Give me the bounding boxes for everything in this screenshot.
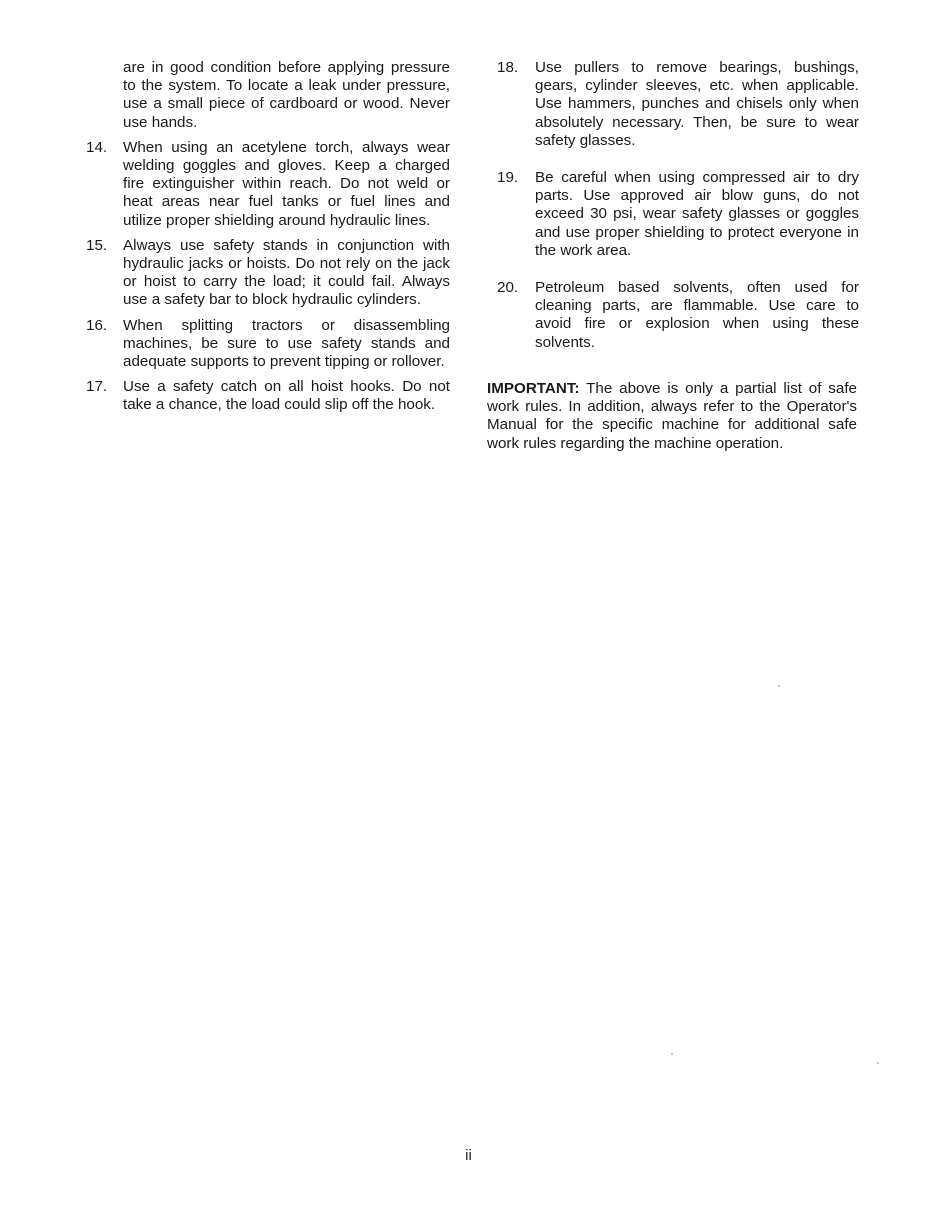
item-text: When using an acetylene torch, always wear welding goggles and gloves. Keep a charged fire extinguisher within reach. Do not weld or heat areas near fuel tanks or fuel lines and utilize proper shielding around hydraulic lines. — [123, 138, 450, 229]
list-item-20 — [497, 279, 859, 352]
item-text: Be careful when using compressed air to dry parts. Use approved air blow guns, do not exceed 30 psi, wear safety glasses or goggles and use proper shielding to protect everyone in the work area. — [535, 169, 859, 259]
important-text: The above is only a partial list of safe work rules. In addition, always refer to the Operator's Manual for the specific machine for additional safe work rules regarding the machine operation. — [487, 380, 857, 452]
list-item-15 — [86, 237, 450, 310]
item-number: 18. — [497, 59, 519, 76]
item-number: 20. — [497, 279, 519, 297]
list-item-14 — [86, 139, 450, 230]
right-column — [497, 59, 859, 371]
list-item-16 — [86, 317, 450, 372]
item-number: 17. — [86, 378, 108, 396]
item-number: 15. — [86, 236, 108, 254]
item-number: 19. — [497, 169, 519, 187]
left-column — [86, 59, 450, 422]
scan-speck — [877, 1062, 879, 1064]
scan-speck — [778, 685, 780, 687]
item-13-continuation: are in good condition before applying pressure to the system. To locate a leak under pressure, use a small piece of cardboard or wood. Never use hands. — [123, 59, 450, 131]
item-text: Use pullers to remove bearings, bushings, gears, cylinder sleeves, etc. when applicable. Use hammers, punches and chisels only when absolutely necessary. Then, be sure to wear safety glasses. — [535, 59, 859, 149]
item-number: 16. — [86, 316, 108, 334]
item-text: Use a safety catch on all hoist hooks. Do not take a chance, the load could slip off the hook. — [123, 378, 450, 414]
item-text: When splitting tractors or disassembling machines, be sure to use safety stands and adequate supports to prevent tipping or rollover. — [123, 316, 450, 371]
item-text: Always use safety stands in conjunction with hydraulic jacks or hoists. Do not rely on the jack or hoist to carry the load; it could fail. Always use a safety bar to block hydraulic cylinders. — [123, 236, 450, 309]
important-note — [487, 380, 857, 453]
scan-speck — [671, 1053, 673, 1055]
item-text: Petroleum based solvents, often used for cleaning parts, are flammable. Use care to avoid fire or explosion when using these solvents. — [535, 279, 859, 351]
list-item-17 — [86, 378, 450, 414]
important-label: IMPORTANT: — [487, 380, 580, 397]
list-item-19 — [497, 169, 859, 260]
list-item-18 — [497, 59, 859, 150]
page-number: ii — [465, 1147, 472, 1164]
item-number: 14. — [86, 138, 108, 156]
